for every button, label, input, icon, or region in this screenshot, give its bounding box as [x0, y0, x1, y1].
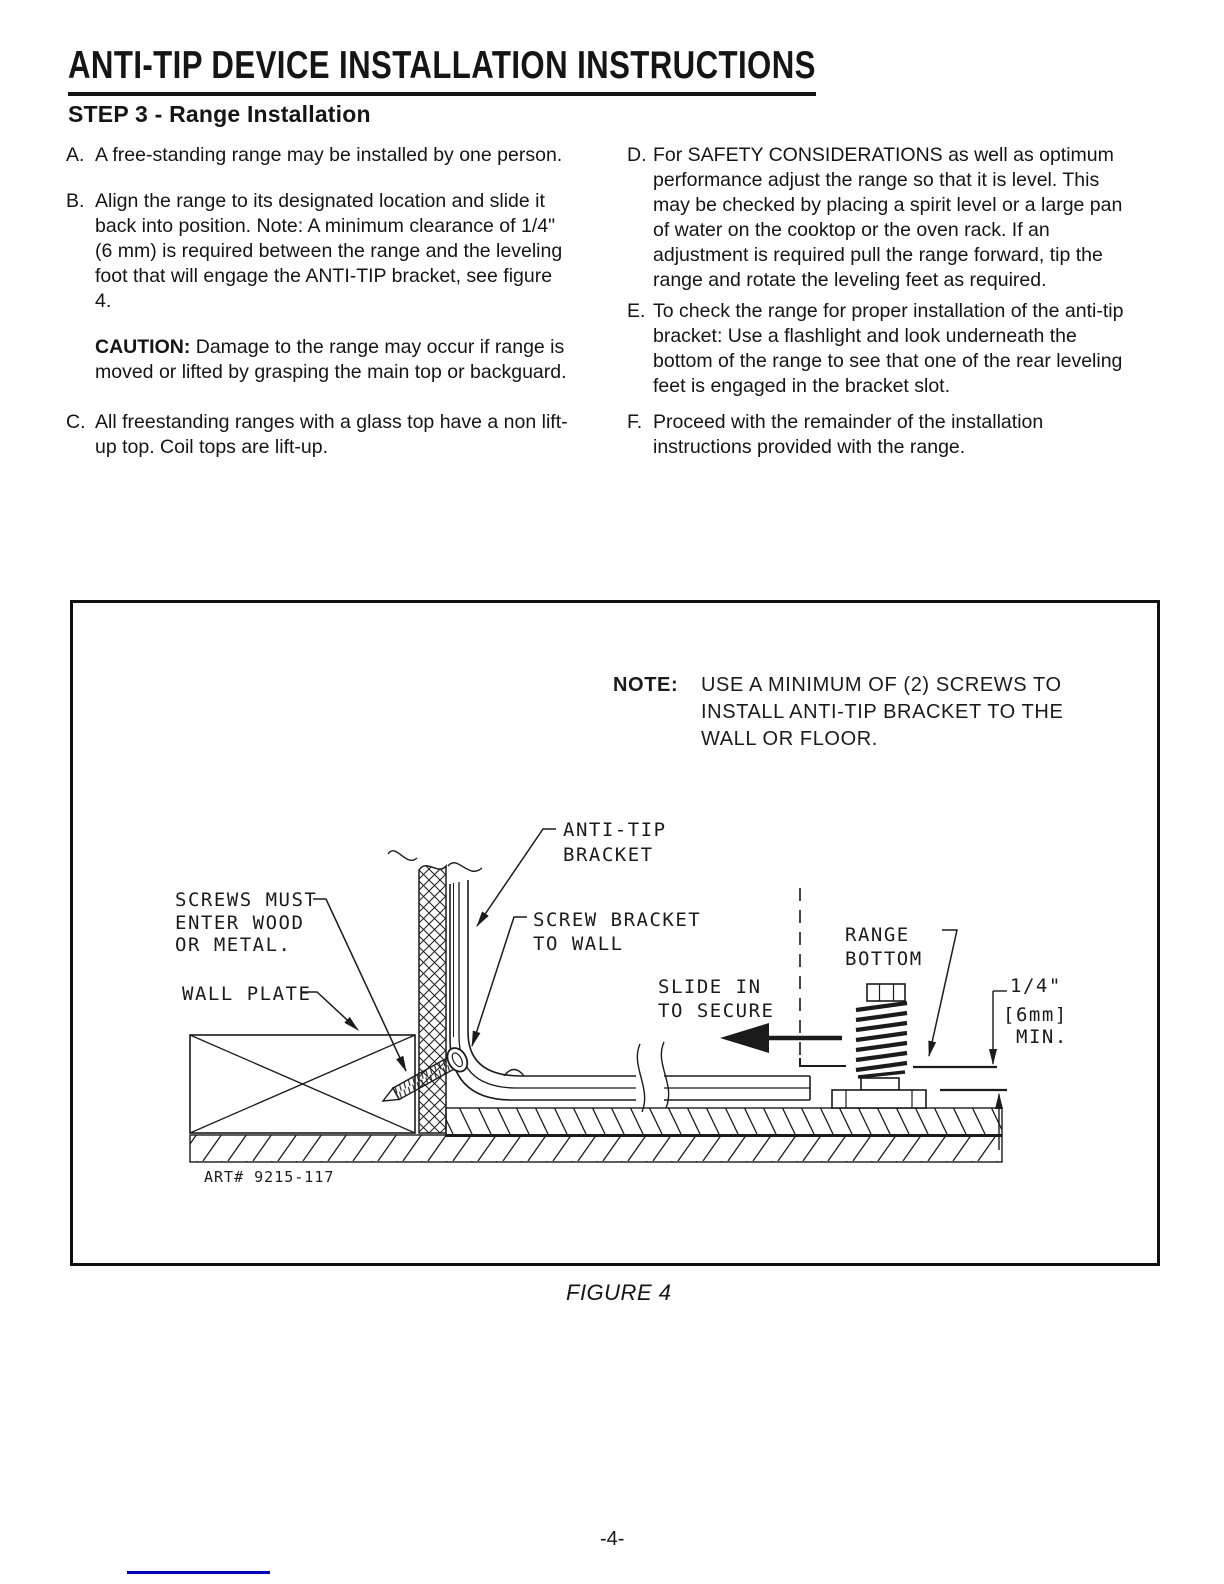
wall-plate — [190, 1035, 415, 1133]
caution-text: Damage to the range may occur if range is moved or lifted by grasping the main top or backguard. — [95, 336, 567, 383]
instruction-item-f — [627, 410, 1140, 460]
label-dim-6mm: [6mm] — [1003, 1004, 1068, 1026]
label-anti-tip-line2: BRACKET — [563, 844, 654, 866]
caution-label: CAUTION: — [95, 336, 191, 358]
instruction-item-b — [66, 189, 571, 314]
item-letter: D. — [627, 144, 647, 166]
label-slide-in-line2: TO SECURE — [658, 1000, 775, 1022]
label-dim-quarter: 1/4" — [1010, 975, 1062, 997]
item-letter: B. — [66, 190, 85, 212]
label-slide-in-line1: SLIDE IN — [658, 976, 762, 998]
figure-note — [613, 672, 1073, 753]
label-screws-must-line1: SCREWS MUST — [175, 889, 318, 911]
note-label: NOTE: — [613, 674, 679, 696]
note-text: USE A MINIMUM OF (2) SCREWS TO INSTALL ANTI-TIP BRACKET TO THE WALL OR FLOOR. — [701, 674, 1064, 750]
leader-range-bottom — [929, 930, 957, 1056]
item-letter: A. — [66, 144, 85, 166]
figure-4-box — [70, 600, 1160, 1266]
item-text: Proceed with the remainder of the installation instructions provided with the range. — [653, 411, 1044, 458]
item-text: Align the range to its designated location and slide it back into position. Note: A minimum clearance of 1/4" (6 mm) is required between the range and the leveling foot that will engage the ANTI-TIP bracket, see figure 4. — [95, 190, 563, 312]
leveling-foot — [832, 984, 926, 1108]
instruction-item-d — [627, 143, 1140, 293]
caution-paragraph — [95, 335, 573, 385]
item-text: All freestanding ranges with a glass top have a non lift-up top. Coil tops are lift-up. — [95, 411, 568, 458]
item-letter: F. — [627, 411, 643, 433]
page-title-text: ANTI-TIP DEVICE INSTALLATION INSTRUCTIONS — [68, 44, 816, 96]
item-letter: C. — [66, 411, 86, 433]
slide-in-arrow — [720, 1023, 842, 1053]
label-dim-min: MIN. — [1016, 1026, 1068, 1048]
label-screws-must-line3: OR METAL. — [175, 934, 292, 956]
item-text: For SAFETY CONSIDERATIONS as well as optimum performance adjust the range so that it is level. This may be checked by placing a spirit level or a large pan of water on the cooktop or the oven rack. If an adjustment is required pull the range forward, tip the range and rotate the leveling feet as required. — [653, 144, 1123, 291]
item-text: To check the range for proper installation of the anti-tip bracket: Use a flashlight and look underneath the bottom of the range to see that one of the rear leveling feet is engaged in the bracket slot. — [653, 300, 1124, 397]
label-anti-tip-line1: ANTI-TIP — [563, 819, 667, 841]
label-range-bottom-line1: RANGE — [845, 924, 910, 946]
instruction-item-e — [627, 299, 1140, 399]
label-screw-bracket-line1: SCREW BRACKET — [533, 909, 702, 931]
item-text: A free-standing range may be installed by one person. — [95, 144, 563, 166]
page-number: -4- — [600, 1528, 625, 1550]
page-title — [68, 44, 1003, 96]
label-range-bottom-line2: BOTTOM — [845, 948, 923, 970]
label-screw-bracket-line2: TO WALL — [533, 933, 624, 955]
figure-caption: FIGURE 4 — [566, 1280, 672, 1305]
label-screws-must-line2: ENTER WOOD — [175, 912, 305, 934]
leader-screw-bracket — [472, 917, 527, 1046]
label-wall-plate: WALL PLATE — [182, 983, 312, 1005]
footer-underline — [127, 1571, 270, 1574]
section-heading: STEP 3 - Range Installation — [68, 101, 371, 127]
instruction-item-a — [66, 143, 571, 168]
instruction-item-c — [66, 410, 571, 460]
label-art-number: ART# 9215-117 — [204, 1168, 335, 1186]
item-letter: E. — [627, 300, 646, 322]
